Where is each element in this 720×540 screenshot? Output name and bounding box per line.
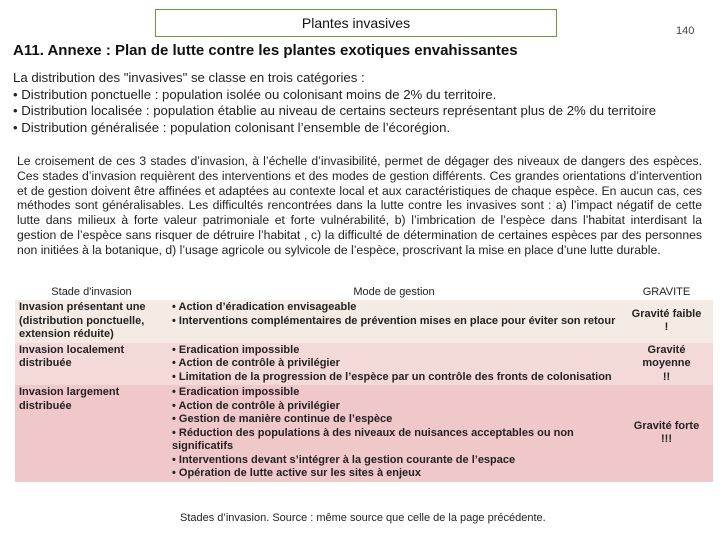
mode-cell [168,385,620,482]
stage-cell: Invasion largement distribuée [15,385,168,482]
mode-item: • Action de contrôle à privilégier [172,399,340,412]
intro-bullet: • Distribution généralisée : population colonisant l’ensemble de l’écorégion. [13,119,451,135]
table-caption: Stades d’invasion. Source : même source que celle de la page précédente. [180,512,546,524]
mode-item: • Action d’éradication envisageable [172,301,357,313]
mode-item: • Eradication impossible [172,343,300,356]
gravity-marks: !! [662,370,671,383]
intro-lead: La distribution des "invasives" se classe en trois catégories : [13,70,365,85]
mode-item: • Opération de lutte active sur les sites à enjeux [172,467,421,479]
mode-cell [168,343,620,386]
mode-item: • Eradication impossible [172,386,300,398]
gravity-cell [620,385,713,482]
mode-item: • Gestion de manière continue de l’espèce [172,413,393,425]
gravity-label: Gravité moyenne [642,343,691,369]
table-row [15,385,713,482]
page-number: 140 [676,25,695,37]
intro-block [13,70,713,136]
table-row [15,343,713,386]
mode-item: • Interventions complémentaires de prévention mises en place pour éviter son retour [172,314,616,327]
mode-item: • Action de contrôle à privilégier [172,357,340,369]
gravity-marks: ! [664,321,669,334]
gravity-label: Gravité faible [631,307,702,320]
header-mode: Mode de gestion [168,286,620,300]
table-row [15,300,713,343]
mode-cell [168,300,620,343]
intro-bullet: • Distribution localisée : population établie au niveau de certains secteurs représentant plus de 2% du territoire [13,103,657,118]
stage-cell: Invasion localement distribuée [15,343,168,386]
mode-item: • Réduction des populations à des niveaux de nuisances acceptables ou non significatifs [172,426,574,452]
mode-item: • Limitation de la progression de l’espèce par un contrôle des fronts de colonisation [172,370,612,383]
section-title: A11. Annexe : Plan de lutte contre les plantes exotiques envahissantes [13,42,518,59]
intro-bullet: • Distribution ponctuelle : population isolée ou colonisant moins de 2% du territoire. [13,86,497,102]
header-gravity: GRAVITE [620,286,713,300]
mode-item: • Interventions devant s’intégrer à la gestion courante de l’espace [172,453,516,466]
gravity-cell [620,343,713,386]
gravity-label: Gravité forte [633,419,700,432]
stage-cell: Invasion présentant une (distribution ponctuelle, extension réduite) [15,300,168,343]
header-stage: Stade d'invasion [15,286,168,300]
gravity-cell [620,300,713,343]
page-header-title: Plantes invasives [155,9,557,37]
gravity-marks: !!! [661,433,672,446]
body-paragraph: Le croisement de ces 3 stades d’invasion, à l’échelle d’invasibilité, permet de dégager des niveaux de dangers des espèces. Ces stades d’invasion requièrent des interventions et des modes de gestion différents. Ces grandes orientations d’intervention et de gestion doivent être affinées et adaptées au contexte local et aux caractéristiques de chaque espèce. En aucun cas, ces méthodes sont généralisables. Les difficultés rencontrées dans la lutte contre les invasives sont : a) l’impact négatif de cette lutte dans milieux à forte valeur patrimoniale et forte vulnérabilité, b) l’imbrication de l’espèce dans l’habitat interdisant la gestion de l’espèce sans risquer de détruire l’habitat , c) la difficulté de détermination de certaines espèces par des personnes non initiées à la botanique, d) l’usage agricole ou sylvicole de l’espèce, proscrivant la mise en place d’une lutte durable. [17,154,702,257]
management-table [15,286,713,482]
